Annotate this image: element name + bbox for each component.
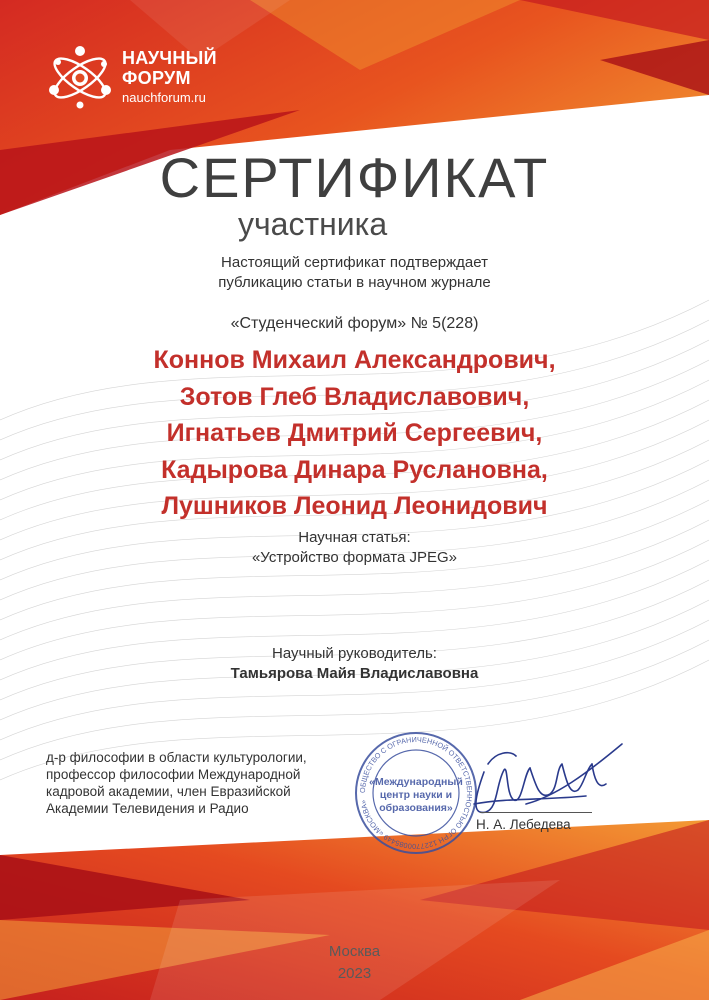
supervisor-label: Научный руководитель: <box>272 645 437 662</box>
official-stamp <box>353 730 479 856</box>
footer-city: Москва <box>328 943 381 960</box>
signature-line <box>480 812 592 813</box>
certificate-subtitle: участника <box>238 206 388 242</box>
logo-title-line1: НАУЧНЫЙ <box>122 48 217 68</box>
credentials-line: д-р философии в области культурологии, <box>46 750 307 765</box>
supervisor-name: Тамьярова Майя Владиславовна <box>230 665 479 682</box>
authors-list <box>0 342 709 525</box>
journal-name: «Студенческий форум» № 5(228) <box>230 315 479 332</box>
confirmation-line-1: Настоящий сертификат подтверждает <box>221 254 488 271</box>
author-name: Лушников Леонид Леонидович <box>161 492 548 520</box>
confirmation-line-2: публикацию статьи в научном журнале <box>218 274 491 291</box>
article-info <box>0 528 709 568</box>
footer-year: 2023 <box>337 965 372 982</box>
supervisor-info <box>0 644 709 684</box>
logo-url: nauchforum.ru <box>122 90 206 105</box>
confirmation-text <box>0 253 709 293</box>
atom-people-icon <box>44 42 116 112</box>
author-name: Игнатьев Дмитрий Сергеевич, <box>166 419 543 447</box>
author-name: Коннов Михаил Александрович, <box>153 346 556 374</box>
stamp-center-line-3: образования» <box>379 802 453 814</box>
logo-title-line2: ФОРУМ <box>122 68 191 88</box>
footer <box>0 941 709 985</box>
logo-title <box>122 48 217 88</box>
credentials-line: Академии Телевидения и Радио <box>46 801 249 816</box>
credentials-line: кадровой академии, член Евразийской <box>46 784 291 799</box>
credentials-line: профессор философии Международной <box>46 767 301 782</box>
author-name: Кадырова Динара Руслановна, <box>161 455 548 484</box>
logo <box>44 42 244 112</box>
stamp-ring-text: ОБЩЕСТВО С ОГРАНИЧЕННОЙ ОТВЕТСТВЕННОСТЬЮ ОГРН 1227700085449 «МОСКВА» <box>357 734 475 852</box>
author-name: Зотов Глеб Владиславович, <box>179 382 530 411</box>
stamp-center-line-2: центр науки и <box>379 789 453 801</box>
certificate-title: СЕРТИФИКАТ <box>159 146 550 209</box>
signatory-name: Н. А. Лебедева <box>476 817 571 832</box>
article-label: Научная статья: <box>298 529 411 546</box>
article-title: «Устройство формата JPEG» <box>251 549 458 566</box>
signatory-credentials <box>46 749 307 817</box>
stamp-center-line-1: «Международный <box>369 776 463 788</box>
